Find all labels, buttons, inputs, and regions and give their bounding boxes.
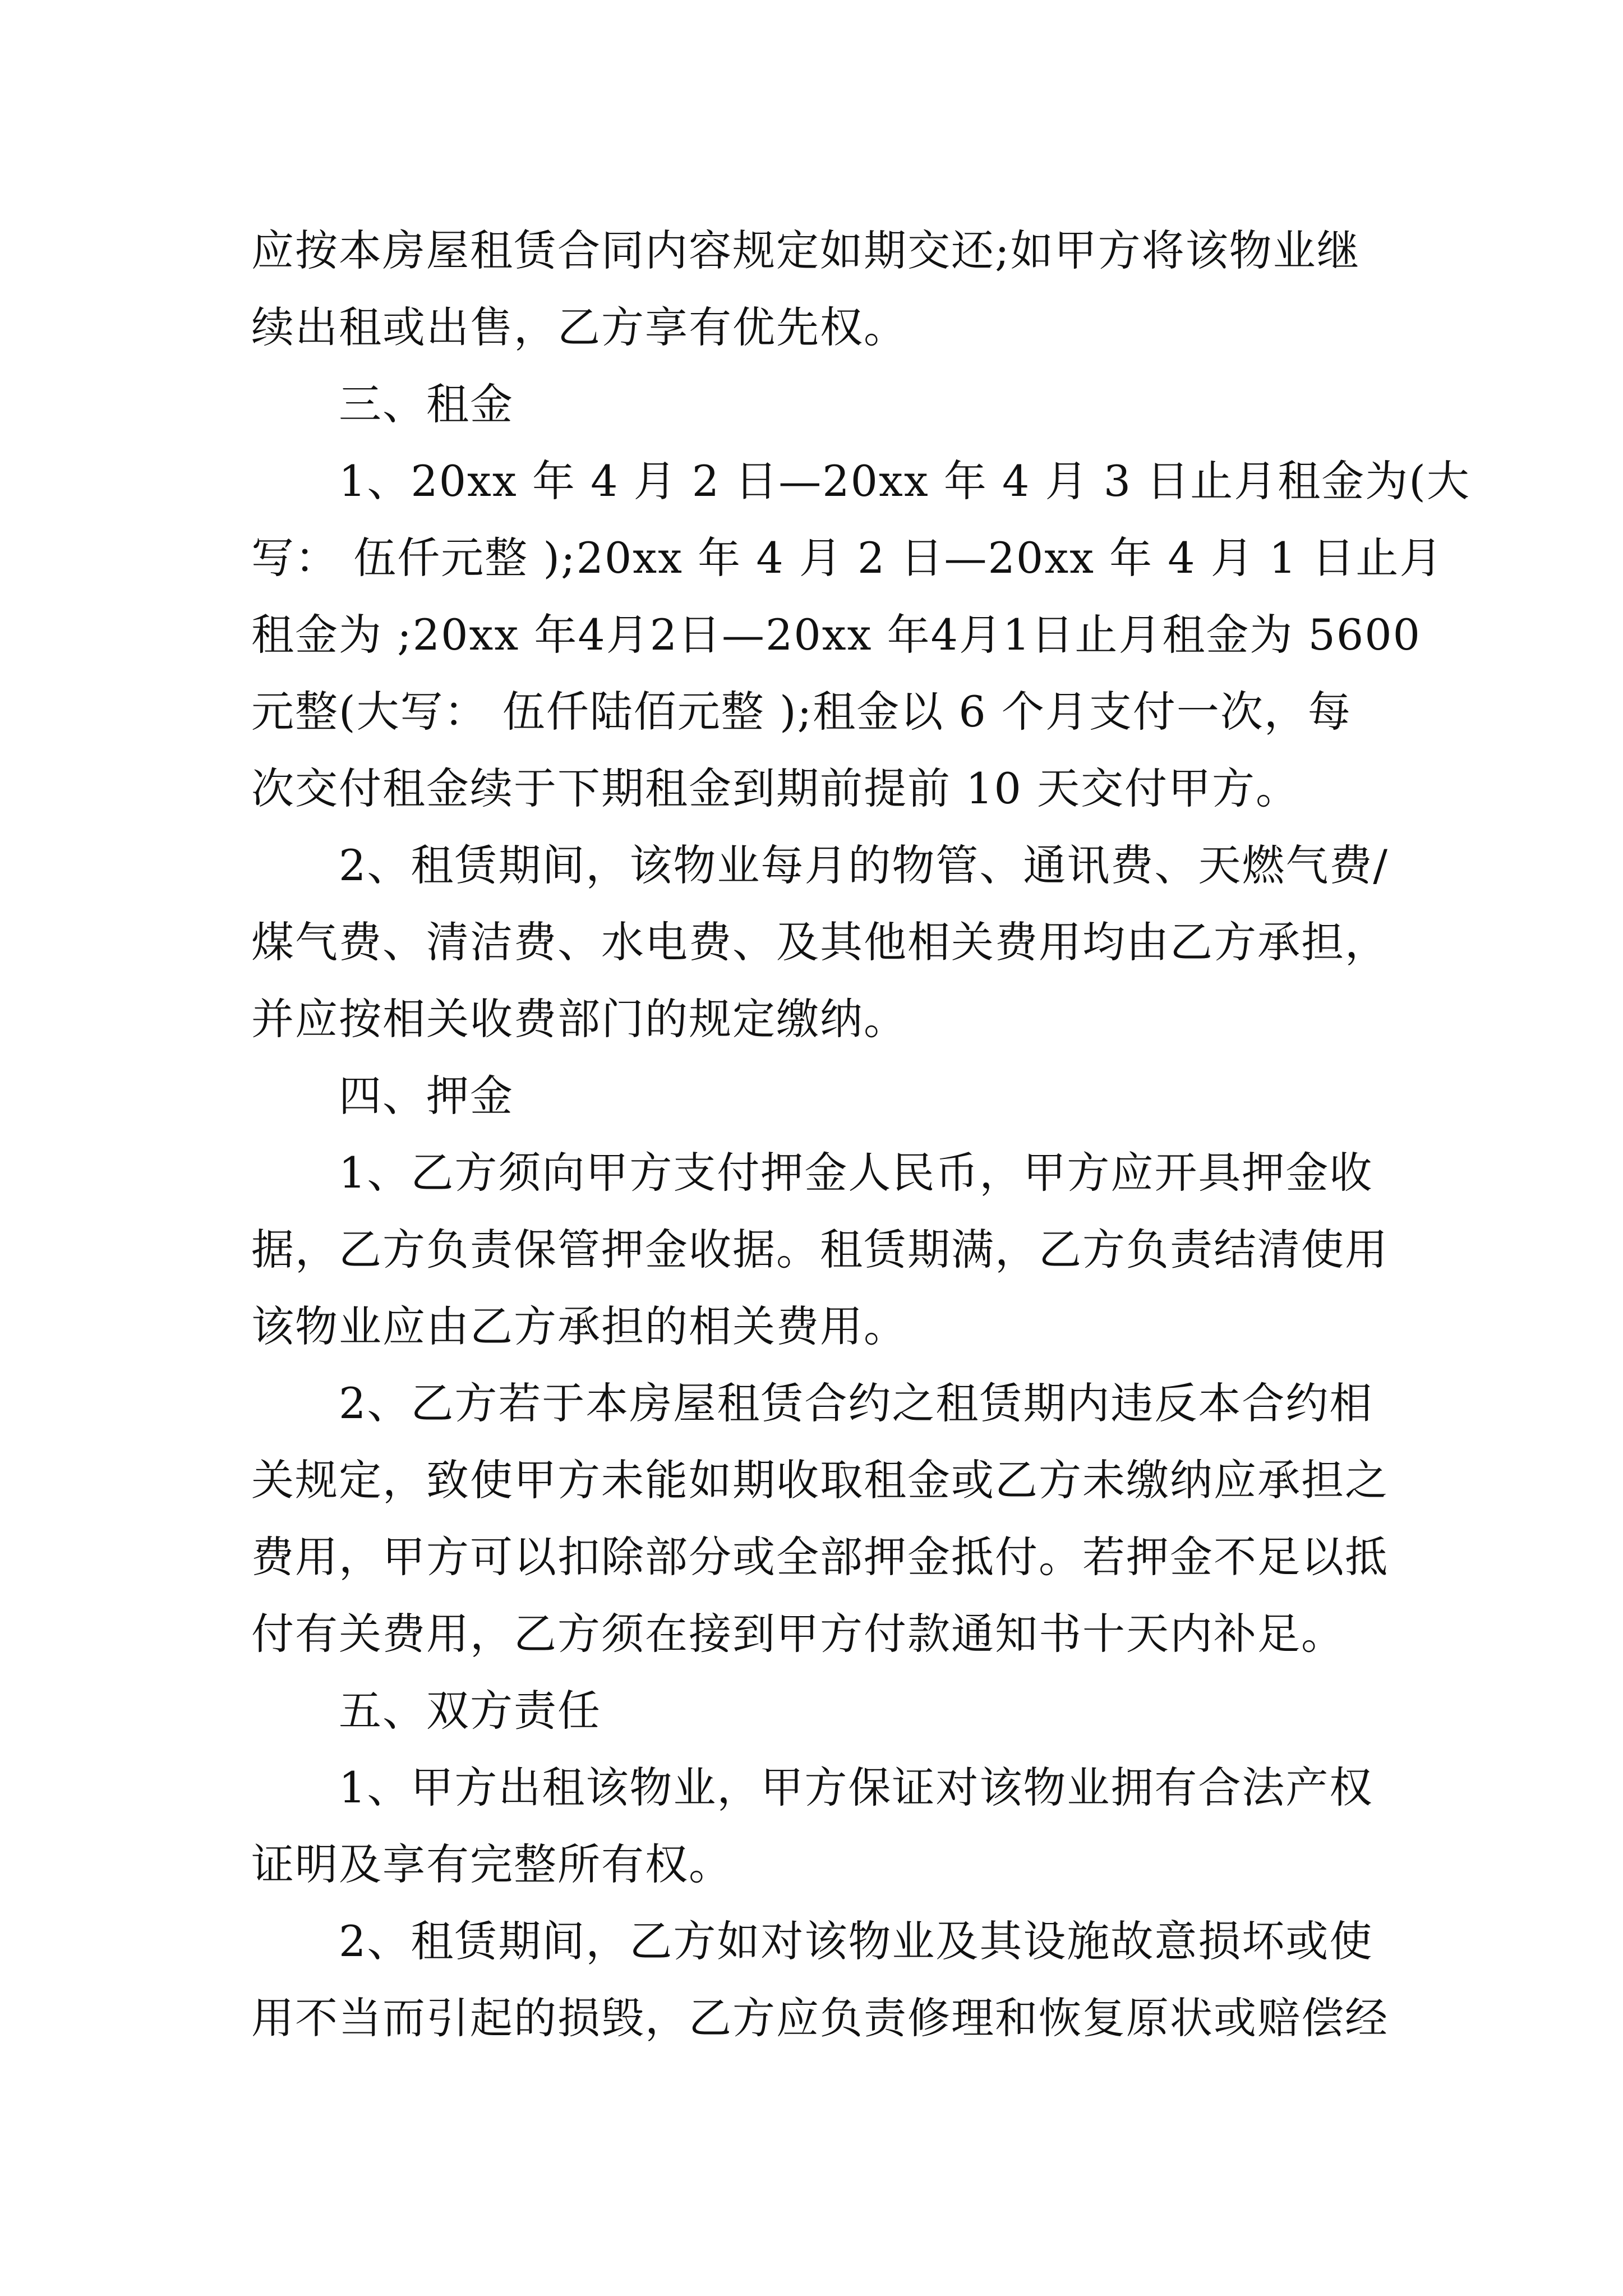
- text-line: 2、租赁期间，乙方如对该物业及其设施故意损坏或使: [339, 1916, 1373, 1966]
- text-line: 1、甲方出租该物业，甲方保证对该物业拥有合法产权: [339, 1763, 1373, 1812]
- text-line: 应按本房屋租赁合同内容规定如期交还;如甲方将该物业继: [251, 226, 1361, 275]
- text-line: 2、乙方若于本房屋租赁合约之租赁期内违反本合约相: [339, 1378, 1373, 1428]
- text-line: 次交付租金续于下期租金到期前提前 10 天交付甲方。: [251, 763, 1300, 813]
- text-line: 三、租金: [339, 379, 514, 429]
- text-line: 租金为 ;20xx 年4月2日—20xx 年4月1日止月租金为 5600: [251, 610, 1421, 660]
- text-line: 1、乙方须向甲方支付押金人民币，甲方应开具押金收: [339, 1148, 1373, 1198]
- text-line: 2、租赁期间，该物业每月的物管、通讯费、天燃气费/: [339, 840, 1389, 890]
- text-line: 费用，甲方可以扣除部分或全部押金抵付。若押金不足以抵: [251, 1532, 1389, 1582]
- text-line: 1、20xx 年 4 月 2 日—20xx 年 4 月 3 日止月租金为(大: [339, 456, 1470, 506]
- text-line: 元整(大写： 伍仟陆佰元整 );租金以 6 个月支付一次，每: [251, 687, 1352, 737]
- text-line: 付有关费用，乙方须在接到甲方付款通知书十天内补足。: [251, 1609, 1345, 1659]
- text-line: 据，乙方负责保管押金收据。租赁期满，乙方负责结清使用: [251, 1225, 1389, 1274]
- text-line: 证明及享有完整所有权。: [251, 1839, 732, 1889]
- text-line: 用不当而引起的损毁，乙方应负责修理和恢复原状或赔偿经: [251, 1993, 1389, 2043]
- text-line: 煤气费、清洁费、水电费、及其他相关费用均由乙方承担，: [251, 917, 1389, 967]
- text-line: 写： 伍仟元整 );20xx 年 4 月 2 日—20xx 年 4 月 1 日止月: [251, 533, 1444, 583]
- text-line: 该物业应由乙方承担的相关费用。: [251, 1301, 907, 1351]
- text-line: 五、双方责任: [339, 1686, 601, 1736]
- document-body: [251, 212, 1470, 2056]
- text-line: 四、押金: [339, 1071, 514, 1121]
- text-line: 续出租或出售，乙方享有优先权。: [251, 302, 907, 352]
- text-line: 关规定，致使甲方未能如期收取租金或乙方未缴纳应承担之: [251, 1455, 1389, 1505]
- text-line: 并应按相关收费部门的规定缴纳。: [251, 994, 907, 1044]
